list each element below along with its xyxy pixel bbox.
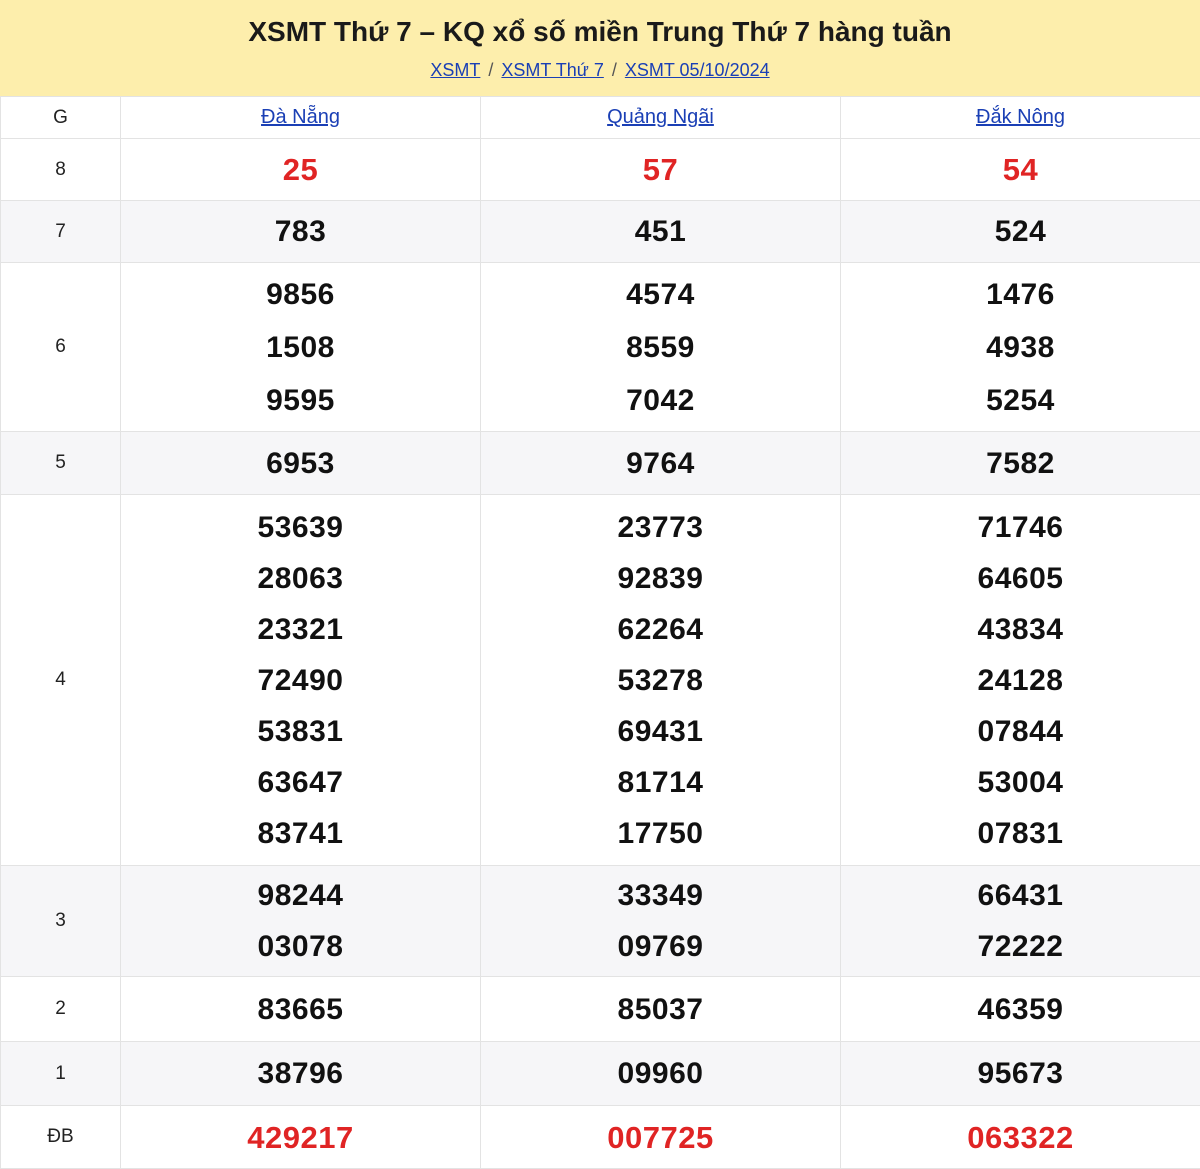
prize-label: 7 — [1, 201, 121, 263]
result-number: 28063 — [121, 553, 480, 604]
result-number: 9856 — [121, 268, 480, 321]
result-number: 429217 — [121, 1112, 480, 1163]
result-cell — [841, 139, 1200, 201]
result-cell — [121, 139, 481, 201]
result-number: 09769 — [481, 921, 840, 972]
result-cell — [841, 263, 1200, 432]
results-body — [1, 139, 1200, 1169]
result-cell — [121, 432, 481, 495]
result-number: 25 — [121, 144, 480, 195]
province-link-dak-nong[interactable]: Đắk Nông — [976, 106, 1065, 128]
province-link-da-nang[interactable]: Đà Nẵng — [261, 106, 340, 128]
result-cell — [841, 432, 1200, 495]
result-cell — [841, 495, 1200, 866]
result-cell — [841, 1042, 1200, 1106]
result-number: 17750 — [481, 808, 840, 859]
result-number: 85037 — [481, 984, 840, 1035]
result-cell — [121, 1106, 481, 1169]
prize-label: ĐB — [1, 1106, 121, 1169]
breadcrumb-link-xsmt[interactable]: XSMT — [430, 60, 480, 80]
result-number: 07844 — [841, 706, 1200, 757]
result-number: 98244 — [121, 870, 480, 921]
prize-label: 4 — [1, 495, 121, 866]
breadcrumb — [0, 59, 1200, 81]
table-row — [1, 1106, 1200, 1169]
result-cell — [841, 1106, 1200, 1169]
result-number: 69431 — [481, 706, 840, 757]
breadcrumb-separator: / — [488, 60, 493, 80]
result-cell — [481, 432, 841, 495]
result-cell — [481, 263, 841, 432]
breadcrumb-separator: / — [612, 60, 617, 80]
prize-label: 1 — [1, 1042, 121, 1106]
result-number: 7042 — [481, 374, 840, 427]
result-number: 71746 — [841, 502, 1200, 553]
table-row — [1, 1042, 1200, 1106]
result-number: 07831 — [841, 808, 1200, 859]
prize-label: 2 — [1, 977, 121, 1042]
result-cell — [481, 1042, 841, 1106]
table-row — [1, 977, 1200, 1042]
result-number: 53639 — [121, 502, 480, 553]
result-cell — [121, 263, 481, 432]
result-number: 783 — [121, 206, 480, 257]
result-number: 03078 — [121, 921, 480, 972]
header-prize-column: G — [1, 97, 121, 139]
table-row — [1, 495, 1200, 866]
result-cell — [121, 866, 481, 977]
result-number: 7582 — [841, 438, 1200, 489]
result-cell — [121, 201, 481, 263]
result-number: 524 — [841, 206, 1200, 257]
table-row — [1, 263, 1200, 432]
result-number: 66431 — [841, 870, 1200, 921]
result-number: 54 — [841, 144, 1200, 195]
prize-label: 8 — [1, 139, 121, 201]
result-cell — [841, 977, 1200, 1042]
breadcrumb-link-xsmt-thu-7[interactable]: XSMT Thứ 7 — [501, 60, 603, 80]
result-number: 57 — [481, 144, 840, 195]
prize-label: 5 — [1, 432, 121, 495]
result-number: 33349 — [481, 870, 840, 921]
breadcrumb-link-xsmt-date[interactable]: XSMT 05/10/2024 — [625, 60, 770, 80]
table-row — [1, 139, 1200, 201]
result-number: 83665 — [121, 984, 480, 1035]
result-cell — [121, 495, 481, 866]
result-number: 451 — [481, 206, 840, 257]
result-number: 1508 — [121, 321, 480, 374]
prize-label: 3 — [1, 866, 121, 977]
result-cell — [841, 201, 1200, 263]
result-number: 4938 — [841, 321, 1200, 374]
result-number: 38796 — [121, 1048, 480, 1099]
result-number: 83741 — [121, 808, 480, 859]
header-province-quang-ngai — [481, 97, 841, 139]
result-number: 09960 — [481, 1048, 840, 1099]
table-row — [1, 866, 1200, 977]
table-row — [1, 432, 1200, 495]
result-number: 81714 — [481, 757, 840, 808]
result-number: 43834 — [841, 604, 1200, 655]
result-number: 24128 — [841, 655, 1200, 706]
result-number: 6953 — [121, 438, 480, 489]
result-cell — [481, 495, 841, 866]
result-cell — [121, 1042, 481, 1106]
result-number: 1476 — [841, 268, 1200, 321]
result-number: 64605 — [841, 553, 1200, 604]
result-number: 95673 — [841, 1048, 1200, 1099]
result-number: 063322 — [841, 1112, 1200, 1163]
result-number: 72490 — [121, 655, 480, 706]
province-link-quang-ngai[interactable]: Quảng Ngãi — [607, 106, 714, 128]
result-cell — [121, 977, 481, 1042]
result-number: 53004 — [841, 757, 1200, 808]
result-number: 9764 — [481, 438, 840, 489]
result-number: 53831 — [121, 706, 480, 757]
result-cell — [841, 866, 1200, 977]
result-number: 92839 — [481, 553, 840, 604]
result-number: 46359 — [841, 984, 1200, 1035]
result-number: 63647 — [121, 757, 480, 808]
prize-label: 6 — [1, 263, 121, 432]
result-number: 5254 — [841, 374, 1200, 427]
header-province-da-nang — [121, 97, 481, 139]
header-province-dak-nong — [841, 97, 1200, 139]
result-number: 23321 — [121, 604, 480, 655]
results-table — [0, 96, 1200, 1169]
result-number: 8559 — [481, 321, 840, 374]
result-number: 9595 — [121, 374, 480, 427]
result-number: 62264 — [481, 604, 840, 655]
result-cell — [481, 866, 841, 977]
table-header-row — [1, 97, 1200, 139]
result-cell — [481, 139, 841, 201]
result-cell — [481, 201, 841, 263]
page-header — [0, 0, 1200, 96]
result-number: 007725 — [481, 1112, 840, 1163]
page-title: XSMT Thứ 7 – KQ xổ số miền Trung Thứ 7 hàng tuần — [0, 14, 1200, 50]
result-cell — [481, 1106, 841, 1169]
result-cell — [481, 977, 841, 1042]
result-number: 23773 — [481, 502, 840, 553]
result-number: 4574 — [481, 268, 840, 321]
table-row — [1, 201, 1200, 263]
result-number: 53278 — [481, 655, 840, 706]
result-number: 72222 — [841, 921, 1200, 972]
